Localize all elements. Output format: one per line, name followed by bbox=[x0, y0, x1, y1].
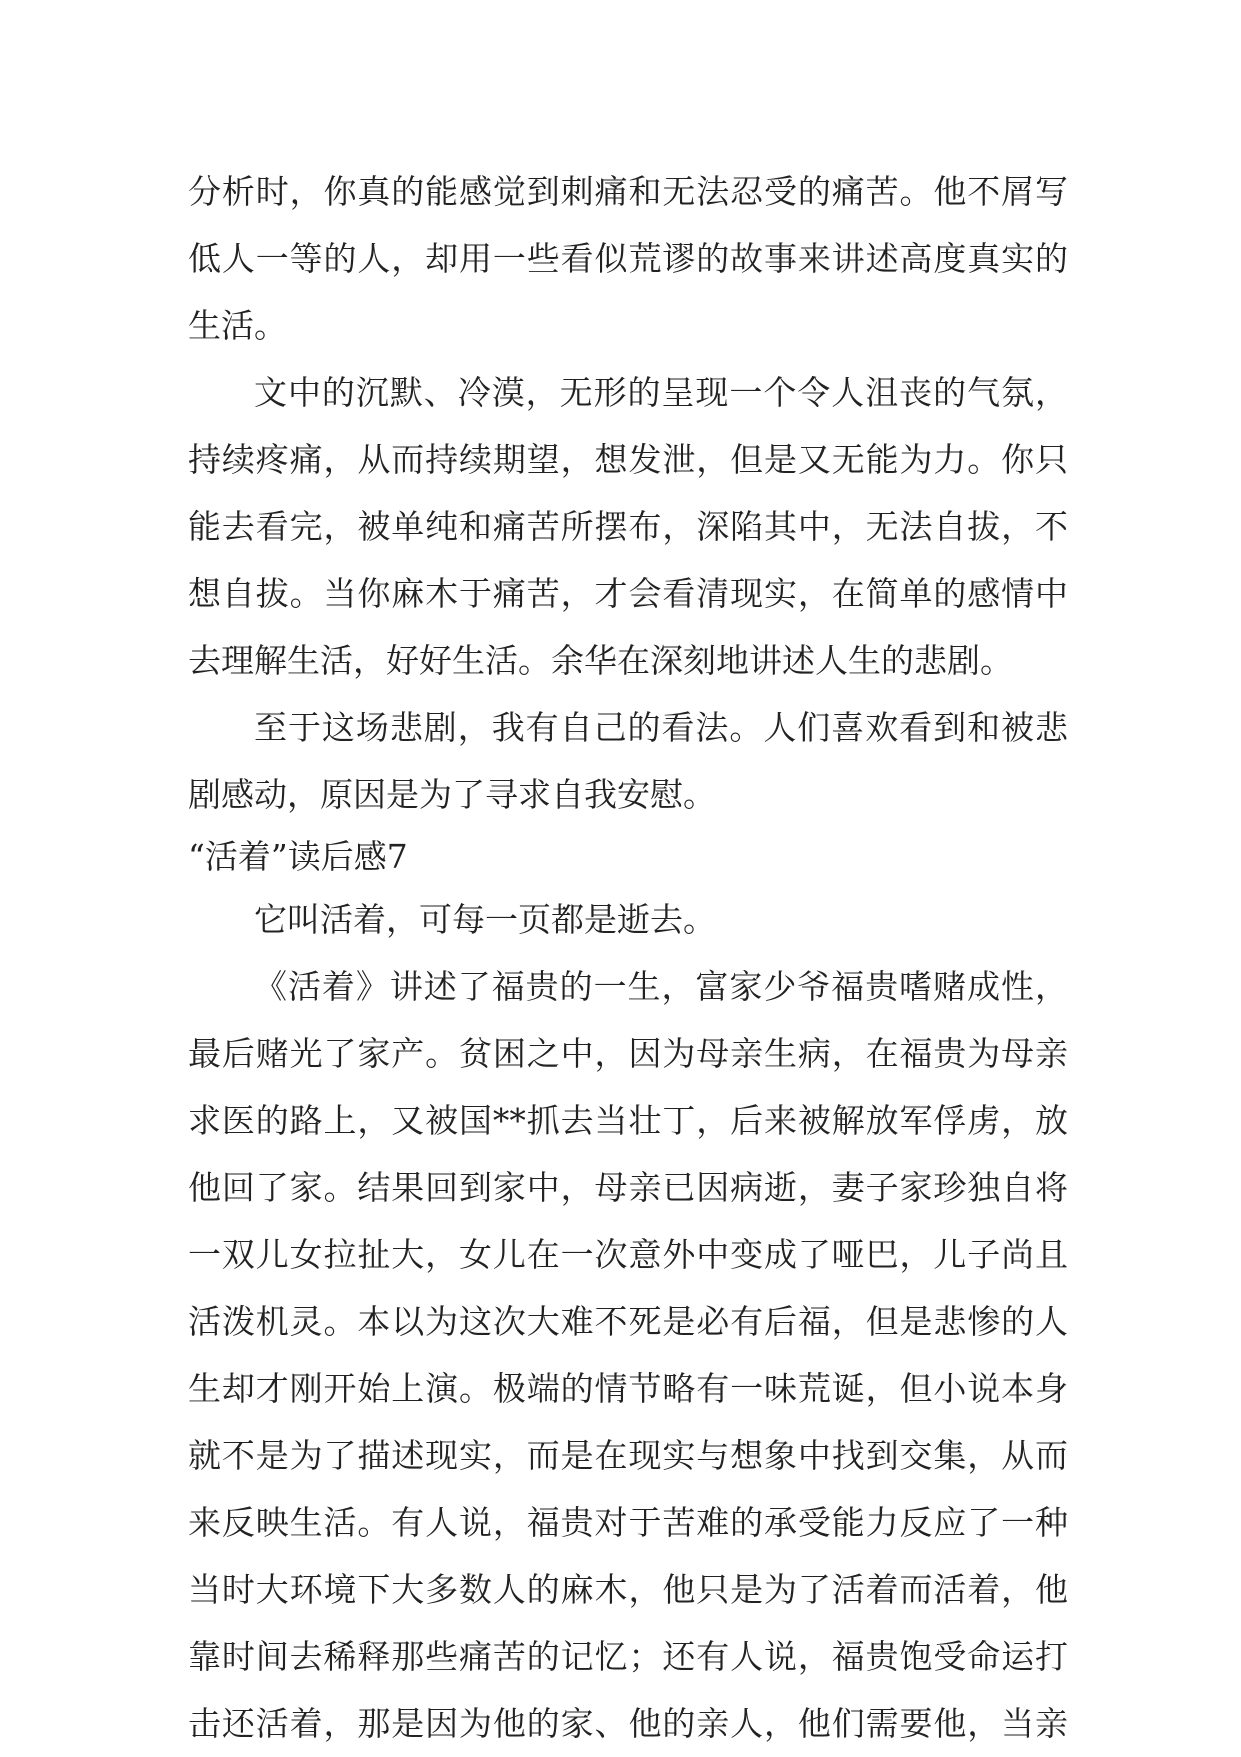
text-line: 当时大环境下大多数人的麻木，他只是为了活着而活着，他 bbox=[188, 1570, 1068, 1609]
paragraph bbox=[188, 694, 1068, 828]
text-line: 低人一等的人，却用一些看似荒谬的故事来讲述高度真实的 bbox=[188, 239, 1068, 278]
document-body bbox=[188, 158, 1068, 1757]
text-line: 它叫活着，可每一页都是逝去。 bbox=[254, 900, 716, 939]
paragraph bbox=[188, 359, 1068, 694]
text-line: 剧感动，原因是为了寻求自我安慰。 bbox=[188, 775, 716, 814]
text-line: 想自拔。当你麻木于痛苦，才会看清现实，在简单的感情中 bbox=[188, 574, 1068, 613]
text-line: 《活着》讲述了福贵的一生，富家少爷福贵嗜赌成性， bbox=[254, 967, 1068, 1006]
paragraph bbox=[188, 158, 1068, 359]
text-line: 他回了家。结果回到家中，母亲已因病逝，妻子家珍独自将 bbox=[188, 1168, 1068, 1207]
text-line: 活泼机灵。本以为这次大难不死是必有后福，但是悲惨的人 bbox=[188, 1302, 1068, 1341]
text-line: 持续疼痛，从而持续期望，想发泄，但是又无能为力。你只 bbox=[188, 440, 1068, 479]
section-heading: “活着”读后感7 bbox=[188, 837, 408, 876]
paragraph bbox=[188, 886, 1068, 953]
text-line: 文中的沉默、冷漠，无形的呈现一个令人沮丧的气氛， bbox=[254, 373, 1068, 412]
text-line: 靠时间去稀释那些痛苦的记忆；还有人说，福贵饱受命运打 bbox=[188, 1637, 1068, 1676]
text-line: 来反映生活。有人说，福贵对于苦难的承受能力反应了一种 bbox=[188, 1503, 1068, 1542]
text-line: 生却才刚开始上演。极端的情节略有一味荒诞，但小说本身 bbox=[188, 1369, 1068, 1408]
text-line: 求医的路上，又被国**抓去当壮丁，后来被解放军俘虏，放 bbox=[188, 1101, 1068, 1140]
text-line: 击还活着，那是因为他的家、他的亲人，他们需要他，当亲 bbox=[188, 1704, 1068, 1743]
text-line: 一双儿女拉扯大，女儿在一次意外中变成了哑巴，儿子尚且 bbox=[188, 1235, 1068, 1274]
text-line: 最后赌光了家产。贫困之中，因为母亲生病，在福贵为母亲 bbox=[188, 1034, 1068, 1073]
text-line: 分析时，你真的能感觉到刺痛和无法忍受的痛苦。他不屑写 bbox=[188, 172, 1068, 211]
text-line: 去理解生活，好好生活。余华在深刻地讲述人生的悲剧。 bbox=[188, 641, 1013, 680]
text-line: 能去看完，被单纯和痛苦所摆布，深陷其中，无法自拔，不 bbox=[188, 507, 1068, 546]
paragraph bbox=[188, 953, 1068, 1757]
text-line: 就不是为了描述现实，而是在现实与想象中找到交集，从而 bbox=[188, 1436, 1068, 1475]
text-line: 至于这场悲剧，我有自己的看法。人们喜欢看到和被悲 bbox=[254, 708, 1068, 747]
text-line: 生活。 bbox=[188, 306, 287, 345]
